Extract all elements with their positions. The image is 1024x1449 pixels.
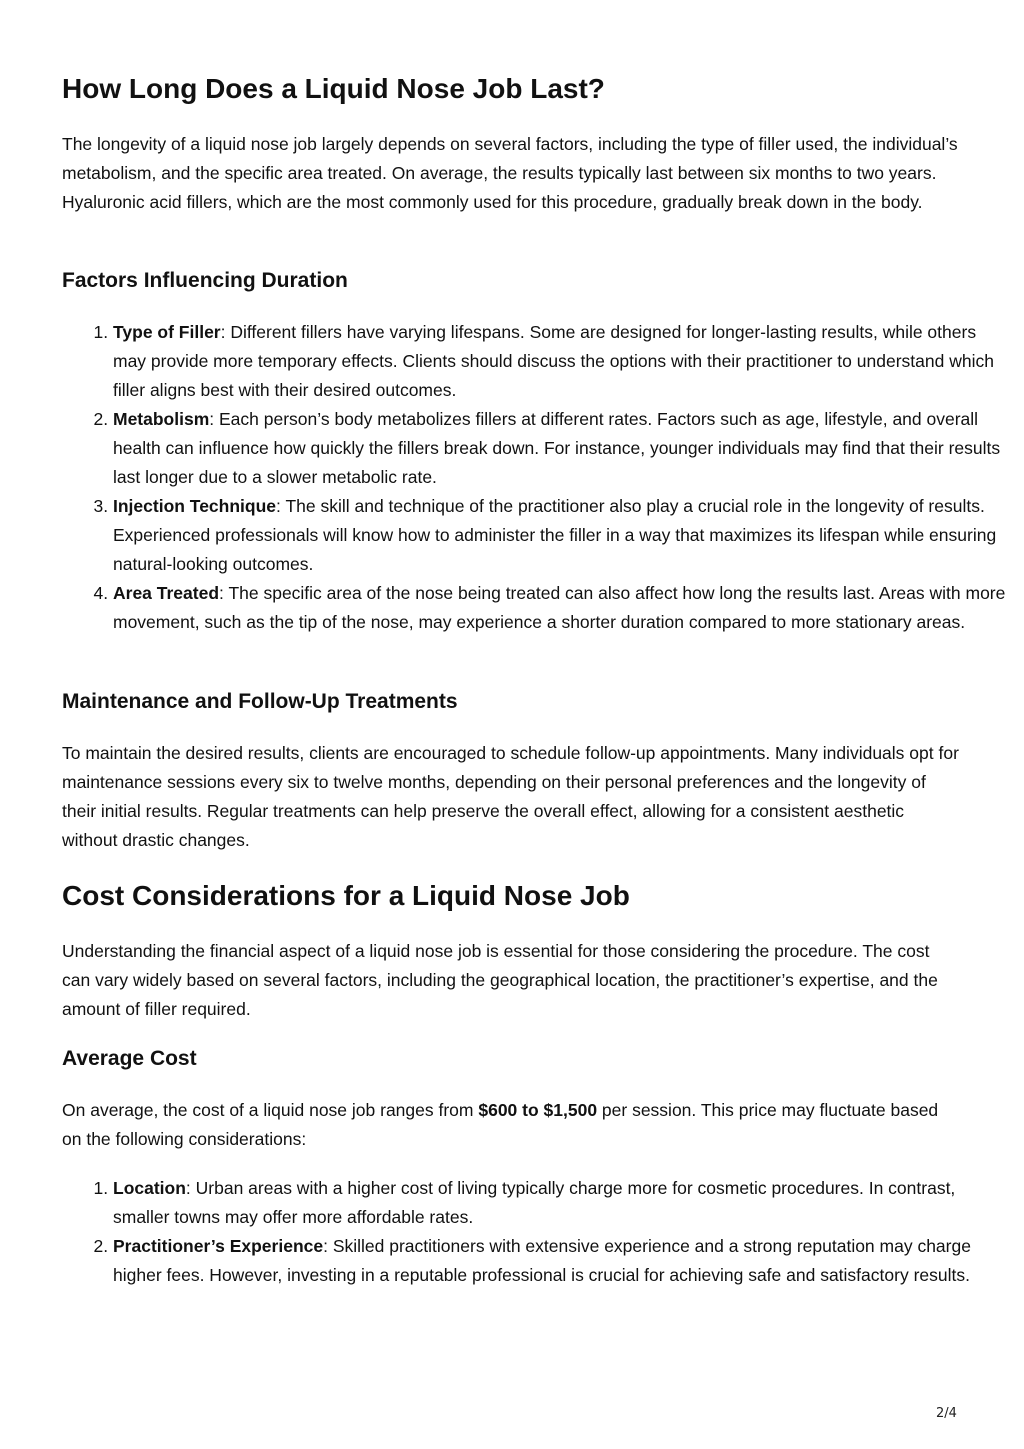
avg-text-before: On average, the cost of a liquid nose job ranges from [62,1100,479,1120]
list-item [113,1174,1013,1232]
page-number: 2/4 [936,1406,957,1421]
maintenance-heading: Maintenance and Follow-Up Treatments [62,690,458,713]
consideration-term: Practitioner’s Experience [113,1236,324,1256]
cost-considerations-list [62,1174,1013,1290]
list-item [113,318,1013,405]
factors-list [62,318,1013,637]
section-title-longevity: How Long Does a Liquid Nose Job Last? [62,73,605,104]
list-item [113,405,1013,492]
factors-heading: Factors Influencing Duration [62,269,348,292]
list-item [113,492,1013,579]
maintenance-paragraph: To maintain the desired results, clients are encouraged to schedule follow-up appointments. Many individuals opt for maintenance sessions every six to twelve months, depending on their personal preferences and the longevity of their initial results. Regular treatments can help preserve the overall effect, allowing for a consistent aesthetic without drastic changes. [62,743,959,850]
cost-intro-paragraph: Understanding the financial aspect of a liquid nose job is essential for those considering the procedure. The cost can vary widely based on several factors, including the geographical location, the practitioner’s expertise, and the amount of filler required. [62,941,938,1019]
longevity-intro-paragraph: The longevity of a liquid nose job largely depends on several factors, including the type of filler used, the individual’s metabolism, and the specific area treated. On average, the results typically last between six months to two years. Hyaluronic acid fillers, which are the most commonly used for this procedure, gradually break down in the body. [62,134,958,212]
factor-term: Area Treated [113,583,220,603]
average-cost-paragraph [62,1096,962,1154]
consideration-text: : Skilled practitioners with extensive experience and a strong reputation may charge higher fees. However, investing in a reputable professional is crucial for achieving safe and satisfactory results. [113,1236,971,1285]
factor-text: : Different fillers have varying lifespans. Some are designed for longer-lasting results, while others may provide more temporary effects. Clients should discuss the options with their practitioner to understand which filler aligns best with their desired outcomes. [113,322,994,400]
list-item [113,1232,1013,1290]
consideration-text: : Urban areas with a higher cost of living typically charge more for cosmetic procedures. In contrast, smaller towns may offer more affordable rates. [113,1178,956,1227]
consideration-term: Location [113,1178,186,1198]
avg-text-after: per session. This price may fluctuate based on the following considerations: [62,1100,939,1149]
factor-text: : The specific area of the nose being treated can also affect how long the results last. Areas with more movement, such as the tip of the nose, may experience a shorter duration compared to more stationary areas. [113,583,1006,632]
factor-text: : The skill and technique of the practitioner also play a crucial role in the longevity of results. Experienced professionals will know how to administer the filler in a way that maximizes its lifespan while ensuring natural-looking outcomes. [113,496,997,574]
section-title-cost: Cost Considerations for a Liquid Nose Job [62,880,630,911]
factor-term: Type of Filler [113,322,221,342]
factor-term: Injection Technique [113,496,277,516]
average-cost-heading: Average Cost [62,1047,197,1070]
avg-price-range: $600 to $1,500 [478,1100,598,1120]
factor-term: Metabolism [113,409,210,429]
factor-text: : Each person’s body metabolizes fillers at different rates. Factors such as age, lifestyle, and overall health can influence how quickly the fillers break down. For instance, younger individuals may find that their results last longer due to a slower metabolic rate. [113,409,1001,487]
list-item [113,579,1013,637]
